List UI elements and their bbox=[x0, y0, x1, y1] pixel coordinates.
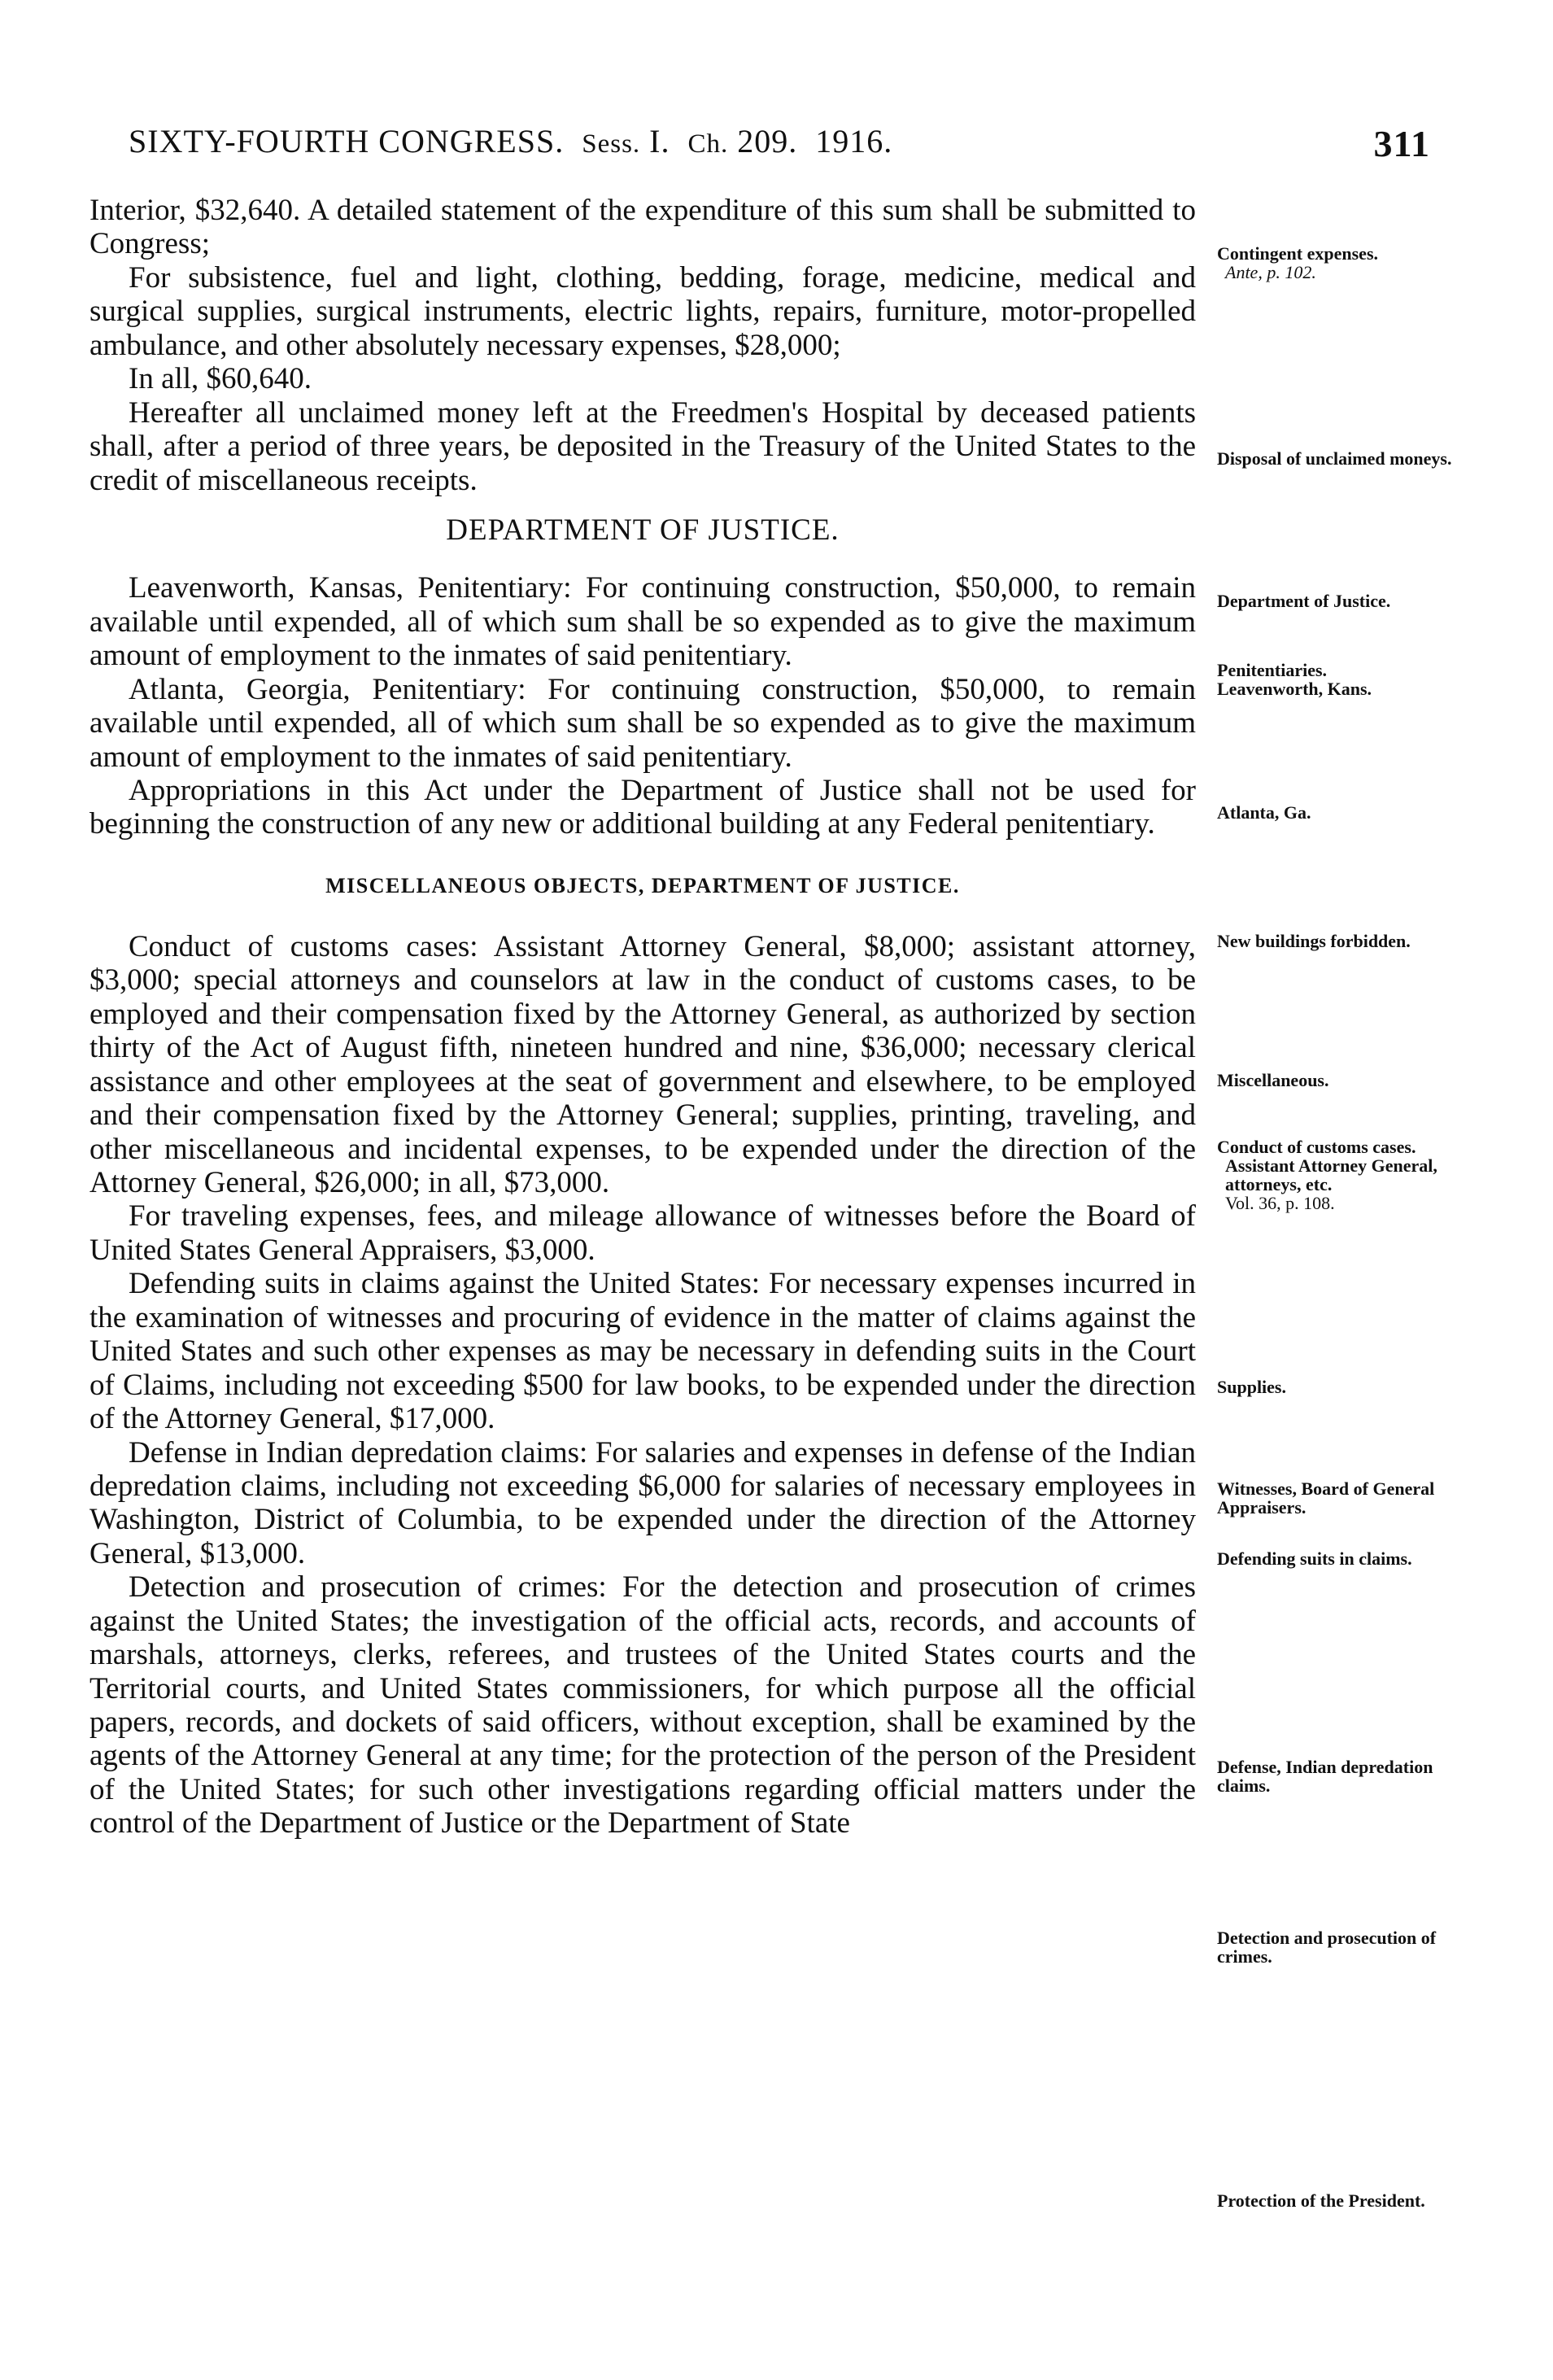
margin-note-protection: Protection of the President. bbox=[1217, 2190, 1425, 2211]
chapter-number: 209. bbox=[737, 123, 798, 159]
margin-note-detection: Detection and prosecution of crimes. bbox=[1217, 1928, 1437, 1967]
paragraph-customs-cases: Conduct of customs cases: Assistant Attorney General, $8,000; assistant attorney, $3,000; special attorneys and counselors at law in the conduct of customs cases, to be employed and their compensation fixed by the Attorney General, as authorized by section thirty of the Act of August fifth, nineteen hundred and nine, $36,000; necessary clerical assistance and other employees at the seat of government and elsewhere, to be employed and their compensation fixed by the Attorney General; supplies, printing, traveling, and other miscellaneous and incidental expenses, to be expended under the direction of the Attorney General, $26,000; in all, $73,000. bbox=[89, 929, 1196, 1200]
margin-note-new-buildings: New buildings forbidden. bbox=[1217, 931, 1411, 951]
note-vol36-reference: Vol. 36, p. 108. bbox=[1225, 1193, 1335, 1214]
note-customs-text: Conduct of customs cases. bbox=[1217, 1137, 1416, 1157]
paragraph-atlanta: Atlanta, Georgia, Penitentiary: For continuing construction, $50,000, to remain available until expended, all of which sum shall be so expended as to give the maximum amount of employment to the inmates of said penitentiary. bbox=[89, 672, 1196, 774]
paragraph-appropriations: Appropriations in this Act under the Department of Justice shall not be used for beginning the construction of any new or additional building at any Federal penitentiary. bbox=[89, 774, 1196, 841]
year: 1916. bbox=[815, 123, 893, 159]
paragraph-detection-crimes: Detection and prosecution of crimes: For the detection and prosecution of crimes against the United States; the investigation of the official acts, records, and accounts of marshals, attorneys, clerks, referees, and trustees of the United States courts and the Territorial courts, and United States commissioners, for which purpose all the official papers, records, and dockets of said officers, without exception, shall be examined by the agents of the Attorney General at any time; for the protection of the person of the President of the United States; for such other investigations regarding official matters under the control of the Department of Justice or the Department of State bbox=[89, 1570, 1196, 1841]
paragraph-leavenworth: Leavenworth, Kansas, Penitentiary: For continuing construction, $50,000, to remain available until expended, all of which sum shall be so expended as to give the maximum amount of employment to the inmates of said penitentiary. bbox=[89, 571, 1196, 673]
paragraph-defending-suits: Defending suits in claims against the United States: For necessary expenses incurred in the examination of witnesses and procuring of evidence in the matter of claims against the United States and such other expenses as may be necessary in defending suits in the Court of Claims, including not exceeding $500 for law books, to be expended under the direction of the Attorney General, $17,000. bbox=[89, 1267, 1196, 1436]
paragraph-interior: Interior, $32,640. A detailed statement of the expenditure of this sum shall be submitted to Congress; bbox=[89, 194, 1196, 261]
running-head bbox=[129, 122, 892, 160]
page-header bbox=[129, 122, 1430, 171]
note-contingent-text: Contingent expenses. bbox=[1217, 243, 1379, 264]
paragraph-indian-depredation: Defense in Indian depredation claims: For salaries and expenses in defense of the Indian depredation claims, including not exceeding $6,000 for salaries of necessary employees in Washington, District of Columbia, to be expended under the direction of the Attorney General, $13,000. bbox=[89, 1435, 1196, 1570]
margin-note-disposal: Disposal of unclaimed moneys. bbox=[1217, 448, 1452, 469]
margin-note-customs bbox=[1217, 1138, 1461, 1212]
paragraph-unclaimed-money: Hereafter all unclaimed money left at the Freedmen's Hospital by deceased patients shall, after a period of three years, be deposited in the Treasury of the United States to the credit of miscellaneous receipts. bbox=[89, 395, 1196, 497]
paragraph-total: In all, $60,640. bbox=[129, 362, 312, 396]
section-heading-justice: DEPARTMENT OF JUSTICE. bbox=[446, 513, 840, 547]
note-ante-reference: Ante, p. 102. bbox=[1225, 262, 1316, 283]
margin-note-contingent bbox=[1217, 244, 1461, 282]
note-penitentiaries-text: Penitentiaries. bbox=[1217, 660, 1328, 680]
note-leavenworth-text: Leavenworth, Kans. bbox=[1217, 679, 1372, 700]
margin-note-defense-indian: Defense, Indian depredation claims. bbox=[1217, 1757, 1433, 1797]
margin-note-supplies: Supplies. bbox=[1217, 1377, 1286, 1397]
paragraph-subsistence: For subsistence, fuel and light, clothing, bedding, forage, medicine, medical and surgical supplies, surgical instruments, electric lights, repairs, furniture, motor-propelled ambulance, and other absolutely necessary expenses, $28,000; bbox=[89, 260, 1196, 362]
page-number: 311 bbox=[1373, 123, 1430, 164]
margin-note-department-justice: Department of Justice. bbox=[1217, 591, 1391, 611]
session-label: Sess. bbox=[582, 129, 641, 159]
margin-note-witnesses: Witnesses, Board of General Appraisers. bbox=[1217, 1478, 1435, 1518]
statute-text bbox=[89, 194, 1196, 1841]
margin-note-defending: Defending suits in claims. bbox=[1217, 1548, 1412, 1569]
running-head-title: SIXTY-FOURTH CONGRESS. bbox=[129, 123, 565, 159]
note-assistant-text: Assistant Attorney General, attorneys, etc. bbox=[1225, 1155, 1437, 1195]
margin-note-atlanta: Atlanta, Ga. bbox=[1217, 802, 1311, 823]
section-heading-miscellaneous: MISCELLANEOUS OBJECTS, DEPARTMENT OF JUSTICE. bbox=[325, 873, 960, 897]
paragraph-witnesses: For traveling expenses, fees, and mileage allowance of witnesses before the Board of United States General Appraisers, $3,000. bbox=[89, 1199, 1196, 1267]
margin-note-miscellaneous: Miscellaneous. bbox=[1217, 1070, 1329, 1090]
chapter-label: Ch. bbox=[687, 129, 729, 159]
margin-note-penitentiaries bbox=[1217, 661, 1461, 698]
session-number: I. bbox=[649, 123, 670, 159]
